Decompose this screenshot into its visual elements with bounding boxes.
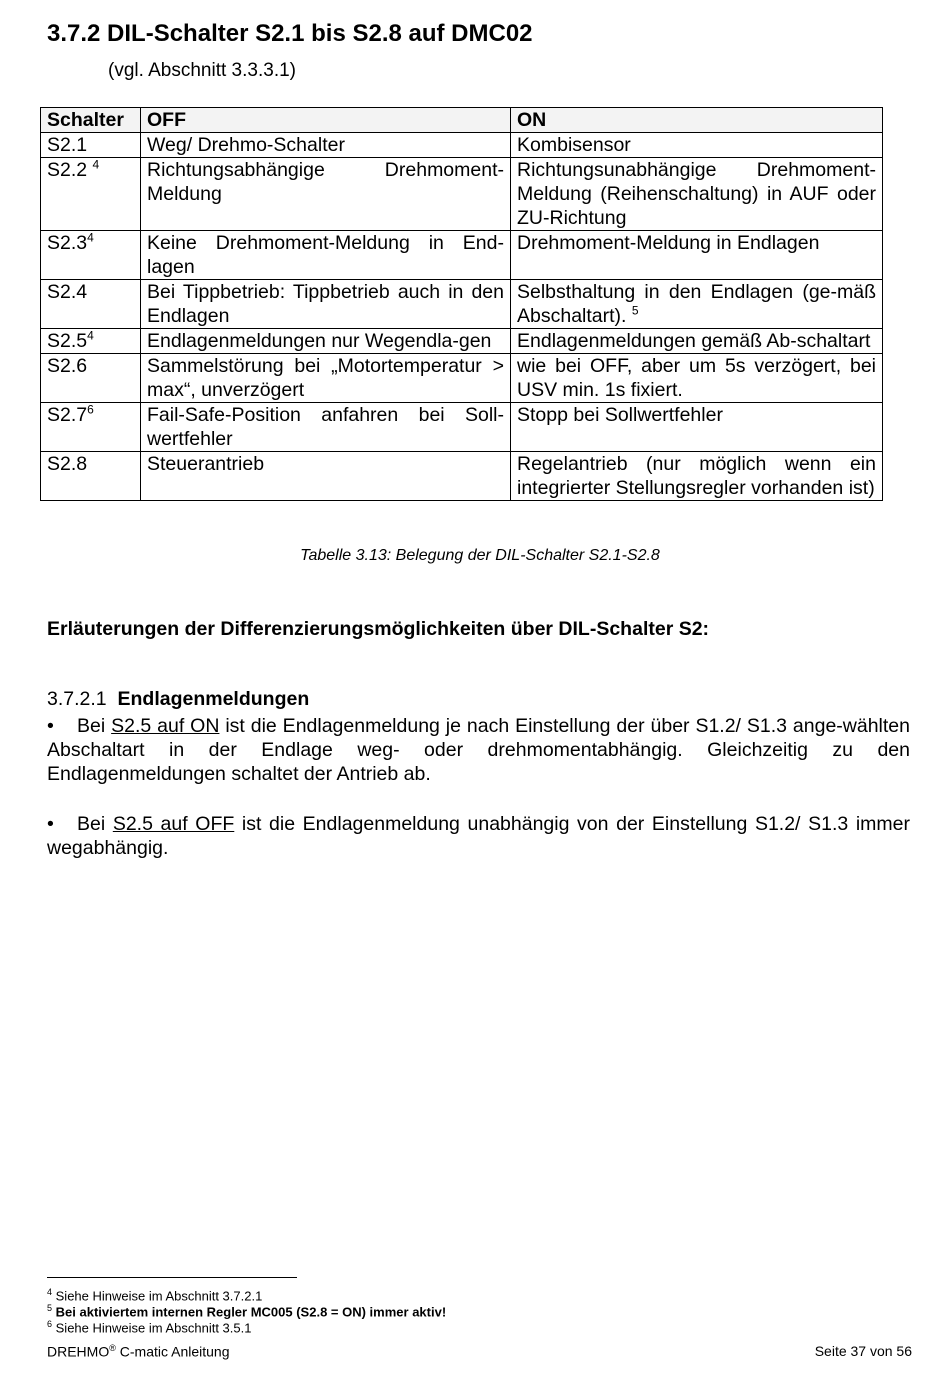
table-row xyxy=(41,403,883,452)
switch-cell: S2.6 xyxy=(41,354,141,403)
table-row xyxy=(41,231,883,280)
column-header: OFF xyxy=(141,108,511,133)
column-header: ON xyxy=(511,108,883,133)
table-row xyxy=(41,452,883,501)
table-caption: Tabelle 3.13: Belegung der DIL-Schalter S2.1-S2.8 xyxy=(300,547,660,564)
off-cell: Endlagenmeldungen nur Wegendla-gen xyxy=(141,329,511,354)
bullet-icon: • xyxy=(47,813,54,835)
underlined-reference: S2.5 auf ON xyxy=(111,715,220,737)
switch-cell: S2.8 xyxy=(41,452,141,501)
footnote-ref: 4 xyxy=(87,328,94,343)
bullet-icon: • xyxy=(47,715,54,737)
footnote-divider xyxy=(47,1277,297,1278)
on-cell: Selbsthaltung in den Endlagen (ge-mäß Abschaltart). $^5$ xyxy=(511,280,883,329)
footnote-ref: 4 xyxy=(87,230,94,245)
off-cell: Richtungsabhängige Drehmoment-Meldung xyxy=(141,158,511,231)
switch-cell: S2.3$^4$ xyxy=(41,231,141,280)
off-cell: Sammelstörung bei „Motortemperatur > max“, unverzögert xyxy=(141,354,511,403)
footnote: $^6$ Siehe Hinweise im Abschnitt 3.5.1 xyxy=(47,1319,252,1336)
on-cell: Richtungsunabhängige Drehmoment-Meldung (Reihenschaltung) in AUF oder ZU-Richtung xyxy=(511,158,883,231)
bullet-item: • Bei S2.5 auf ON ist die Endlagenmeldung je nach Einstellung der über S1.2/ S1.3 ange-wählten Abschaltart in der Endlage weg- oder drehmomentabhängig. Gleichzeitig zu den Endlagenmeldungen schaltet der Antrieb ab. xyxy=(47,715,911,785)
subsection-title: Endlagenmeldungen xyxy=(117,688,310,710)
table-row xyxy=(41,354,883,403)
page-heading: 3.7.2 DIL-Schalter S2.1 bis S2.8 auf DMC02 xyxy=(47,20,533,47)
off-cell: Weg/ Drehmo-Schalter xyxy=(141,133,511,158)
switch-cell: S2.5$^4$ xyxy=(41,329,141,354)
on-cell: Regelantrieb (nur möglich wenn ein integrierter Stellungsregler vorhanden ist) xyxy=(511,452,883,501)
footnote-ref: 6 xyxy=(87,402,94,417)
on-cell: wie bei OFF, aber um 5s verzögert, bei USV min. 1s fixiert. xyxy=(511,354,883,403)
off-cell: Bei Tippbetrieb: Tippbetrieb auch in den Endlagen xyxy=(141,280,511,329)
switch-cell: S2.7$^6$ xyxy=(41,403,141,452)
dil-switch-table xyxy=(40,107,883,501)
off-cell: Steuerantrieb xyxy=(141,452,511,501)
footnote-ref: 4 xyxy=(92,157,100,172)
on-cell: Endlagenmeldungen gemäß Ab-schaltart xyxy=(511,329,883,354)
off-cell: Fail-Safe-Position anfahren bei Soll-wertfehler xyxy=(141,403,511,452)
footer-title: DREHMO® C-matic Anleitung xyxy=(47,1343,230,1360)
page-number: Seite 37 von 56 xyxy=(814,1343,912,1359)
on-cell: Drehmoment-Meldung in Endlagen xyxy=(511,231,883,280)
switch-cell: S2.1 xyxy=(41,133,141,158)
subsection-heading xyxy=(47,688,309,711)
off-cell: Keine Drehmoment-Meldung in End-lagen xyxy=(141,231,511,280)
bullet-item: • Bei S2.5 auf OFF ist die Endlagenmeldung unabhängig von der Einstellung S1.2/ S1.3 immer wegabhängig. xyxy=(47,813,910,859)
section-heading: Erläuterungen der Differenzierungsmöglichkeiten über DIL-Schalter S2: xyxy=(47,618,710,640)
footnote: $^4$ Siehe Hinweise im Abschnitt 3.7.2.1 xyxy=(47,1287,263,1304)
subsection-number: 3.7.2.1 xyxy=(47,688,107,710)
switch-cell: S2.2 $^4$ xyxy=(41,158,141,231)
on-cell: Kombisensor xyxy=(511,133,883,158)
footnote-ref: 5 xyxy=(631,303,639,318)
table-row xyxy=(41,280,883,329)
footnote: $^5$ Bei aktiviertem internen Regler MC005 (S2.8 = ON) immer aktiv! xyxy=(47,1303,447,1320)
column-header: Schalter xyxy=(41,108,141,133)
table-header-row xyxy=(41,108,883,133)
switch-cell: S2.4 xyxy=(41,280,141,329)
table-row xyxy=(41,158,883,231)
underlined-reference: S2.5 auf OFF xyxy=(112,813,235,835)
section-reference: (vgl. Abschnitt 3.3.3.1) xyxy=(108,60,296,81)
table-row xyxy=(41,329,883,354)
table-row xyxy=(41,133,883,158)
on-cell: Stopp bei Sollwertfehler xyxy=(511,403,883,452)
